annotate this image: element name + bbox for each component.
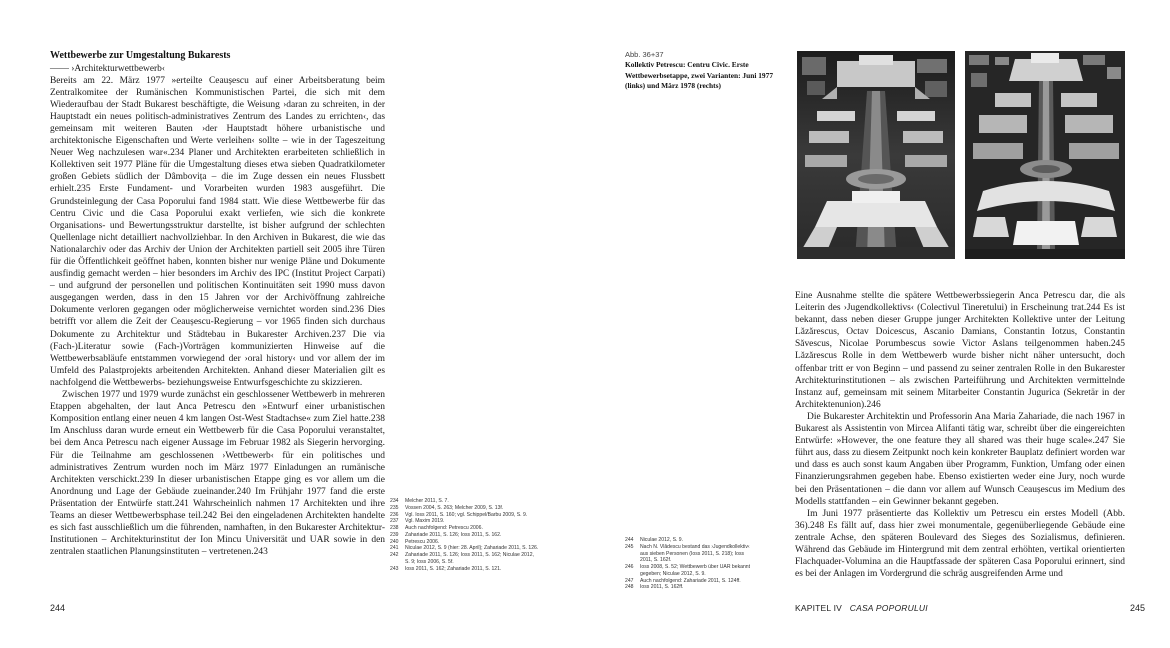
footnote: 237 Vgl. Maxim 2019. xyxy=(390,518,445,525)
chapter-label: KAPITEL IV xyxy=(795,603,843,613)
paragraph: Bereits am 22. März 1977 »erteilte Ceaușescu auf einer Arbeitsberatung beim Zentralkomitee der Rumänischen Kommunistischen Partei, die sich mit dem Wiederaufbau der Stadt Bukarest beschäftigte, die Weisung ›daran zu schreiten, in der Hauptstadt ein neues politisch-administratives Zentrum des Landes zu errichten‹, das gemeinsam mit weiteren Bauten ›der Hauptstadt höhere urbanistische und architektonische Eigenschaften und Werte verleihen‹ sollte – wie in der Tageszeitung Neuer Weg nachzulesen war«.234 Planer und Architekten erarbeiteten schließlich in Kollektiven seit 1977 Pläne für die Umgestaltung dieses etwa sieben Quadratkilometer großen Gebiets südlich der Dâmbovița – die im Zuge dessen ein neues Flussbett erhielt.235 Erste Fundament- und Vorarbeiten wurden 1983 ausgeführt. Die Grundsteinlegung der Casa Poporului fand 1984 statt. Wie diese Wettbewerbe für das Centru Civic und die Casa Poporului exakt verliefen, wie sich die konkrete Organisations- und Bewertungsstruktur darstellte, ist bisher aufgrund der schlechten Quellenlage nicht detailliert nachvollziehbar. In den Archiven in Bukarest, die wie das Nationalarchiv oder das Archiv der Union der Architekten partiell seit 2005 ihre Türen für die Öffentlichkeit geöffnet haben, konnten bisher nur wenige Pläne und Dokumente ausfindig gemacht werden – hier besonders im Archiv des IPC (Institut Project Carpati) – und aufgrund der personellen und politischen Kontinuitäten seit 1990 muss davon ausgegangen werden, dass in den 15 Jahren vor der Archivöffnung zahlreiche Dokumente verloren gegangen oder möglicherweise vernichtet worden sind.236 Dies betrifft vor allem die Zeit der Ceaușescu-Regierung – vor 1965 finden sich durchaus Dokumente zu Architektur und Städtebau in Bukarester Archiven.237 Die via (Fach-)Literatur sowie (Fach-)Vorträgen kommunizierten Hinweise auf die Wettbewerbsabläufe entstammen vorwiegend der ›oral history‹ und vor allem der im Umfeld des Palastprojekts arbeitenden Architekten. Anhand dieser Materialien gilt es nachfolgend die Wettbewerbs- beziehungsweise Entwurfsgeschichte zu skizzieren. xyxy=(50,75,385,388)
section-subtitle: —— ›Architekturwettbewerb‹ xyxy=(50,63,166,74)
footnote: 247 Auch nachfolgend: Zahariade 2011, S. 124ff. xyxy=(625,577,741,584)
footnote: 246 Ioss 2008, S. 52; Wettbewerb über UAR bekannt gegeben; Niculae 2012, S. 9. xyxy=(625,564,751,577)
right-page xyxy=(585,0,1170,648)
paragraph: Eine Ausnahme stellte die spätere Wettbewerbssiegerin Anca Petrescu dar, die als Leiterin des ›Jugendkollektivs‹ (Colectivul Tineretului) in Erscheinung trat.244 Es ist bekannt, dass neben dieser Gruppe junger Architekten Kollektive unter der Leitung Lăzărescus, Octav Doicescus, Ascanio Damians, Constantin Iotzus, Constantin Săvescus, Nicolae Porumbescus sowie Victor Aslans teilgenommen haben.245 Lăzărescus Rolle in dem Wettbewerb wurde bisher nicht näher untersucht, doch offenbar tritt er von Beginn – und passend zu seiner zentralen Rolle in den Bukarester Architekturinstitutionen – als zwischen Parteiführung und Architekten vermittelnde Instanz auf, gemeinsam mit seinem Mitarbeiter Constantin Jugurica (Sekretär in der Architektenunion).246 xyxy=(795,291,1125,410)
footnote: 236 Vgl. Ioss 2011, S. 160; vgl. Schippel/Barbu 2009, S. 9. xyxy=(390,511,528,518)
chapter-title: CASA POPORULUI xyxy=(849,603,928,613)
footnote: 245 Nach N. Vlădescu bestand das ›Jugendkollektiv‹ aus sieben Personen (Ioss 2011, S. 218); Ioss 2011, S. 162f. xyxy=(625,543,750,564)
footnote: 241 Niculae 2012, S. 9 (hier: 28. April); Zahariade 2011, S. 126. xyxy=(390,545,539,552)
paragraph: Die Bukarester Architektin und Professorin Ana Maria Zahariade, die nach 1967 in Bukarest als Assistentin von Mircea Alifanti tätig war, schreibt über die eingereichten Entwürfe: »However, the one feature they all shared was their huge scale«.247 Sie führt aus, dass zu diesem Zeitpunkt noch kein konkreter Bauplatz definiert worden war und dass es auch sonst kaum Angaben über Programm, Funktion, Umfang oder einen Finanzierungsrahmen gegeben habe. Ebenso existierten weder eine Jury, noch wurde bei den Präsentationen – die dann vor allem auf Wunsch Ceaușescus im Medium des Modells stattfanden – ein Gewinner bekannt gegeben. xyxy=(795,411,1125,507)
left-text-column xyxy=(50,50,385,558)
figure-caption-text: Kollektiv Petrescu: Centru Civic. Erste Wettbewerbsetappe, zwei Varianten: Juni 1977 (links) und März 1978 (rechts) xyxy=(625,60,774,90)
footnote: 240 Petrescu 2006. xyxy=(390,538,440,545)
left-body-text xyxy=(50,75,385,559)
figure-caption xyxy=(625,50,785,92)
footnote: 238 Auch nachfolgend: Petrescu 2006. xyxy=(390,525,483,531)
footnote: 244 Niculae 2012, S. 9. xyxy=(625,537,684,543)
right-footnotes xyxy=(625,537,755,591)
model-photo-june-1977 xyxy=(797,51,955,259)
paragraph: Im Juni 1977 präsentierte das Kollektiv um Petrescu ein erstes Modell (Abb. 36).248 Es fällt auf, dass hier zwei monumentale, gegenüberliegende Gebäude eine zentrale Achse, den späteren Boulevard des Sieges des Sozialismus, definieren. Während das Gebäude im Hintergrund mit dem zentral erhöhten, vertikal orientierten Flachquader-Volumina an die Hauptfassade der späteren Casa Poporului erinnert, sind es bei der Anlagen im Vordergrund die schräg ausgreifenden Arme und xyxy=(795,508,1125,580)
footnote: 239 Zahariade 2011, S. 126; Ioss 2011, S. 162. xyxy=(390,531,502,538)
figure-label: Abb. 36+37 xyxy=(625,50,664,59)
left-footnotes xyxy=(390,498,540,572)
right-body-text xyxy=(795,290,1125,580)
footnote: 234 Melcher 2011, S. 7. xyxy=(390,498,449,504)
right-text-column xyxy=(795,290,1125,580)
footnote: 242 Zahariade 2011, S. 126; Ioss 2011, S. 162; Niculae 2012, S. 9; Ioss 2006, S. 5f. xyxy=(390,552,534,565)
footnote: 243 Ioss 2011, S. 162; Zahariade 2011, S. 121. xyxy=(390,565,502,572)
paragraph: Zwischen 1977 und 1979 wurde zunächst ein geschlossener Wettbewerb in mehreren Etappen abgehalten, der laut Anca Petrescu den »Entwurf einer urbanistischen Komposition entlang einer neuen 4 km langen Ost-West Stadtachse« zum Ziel hatte.238 Im Anschluss daran wurde erneut ein Wettbewerb für die Casa Poporului veranstaltet, bei dem Anca Petrescu nach eigener Aussage im Februar 1982 als Siegerin hervorging. Für die Teilnahme am geschlossenen ›Wettbewerb‹ für ein politisches und administratives Zentrum wurden noch im März 1977 Einladungen an rumänische Architekten verschickt.239 In dieser urbanistischen Etappe ging es vor allem um die Anordnung und Lage der Gebäude zueinander.240 Im Frühjahr 1977 fand die erste Präsentation der Entwürfe statt.241 Wahrscheinlich nahmen 17 Architekten und ihre Teams an dieser Wettbewerbsphase teil.242 Bei den eingeladenen Architekten handelte es sich fast ausschließlich um die führenden, namhaften, in den Bukarester Architektur-Institutionen – Architekturinstitut der Ion Mincu Universität und UAR sowie in den zentralen staatlichen Planungsinstituten – vertretenen.243 xyxy=(50,390,385,558)
page-number-left: 244 xyxy=(50,603,66,613)
footnote: 235 Vossen 2004, S. 263; Melcher 2009, S. 13f. xyxy=(390,504,504,511)
footnote: 248 Ioss 2011, S. 162ff. xyxy=(625,584,684,591)
section-title: Wettbewerbe zur Umgestaltung Bukarests xyxy=(50,50,231,61)
page-number-right: 245 xyxy=(1130,603,1146,613)
model-photo-march-1978 xyxy=(965,51,1125,259)
running-header xyxy=(795,603,928,613)
